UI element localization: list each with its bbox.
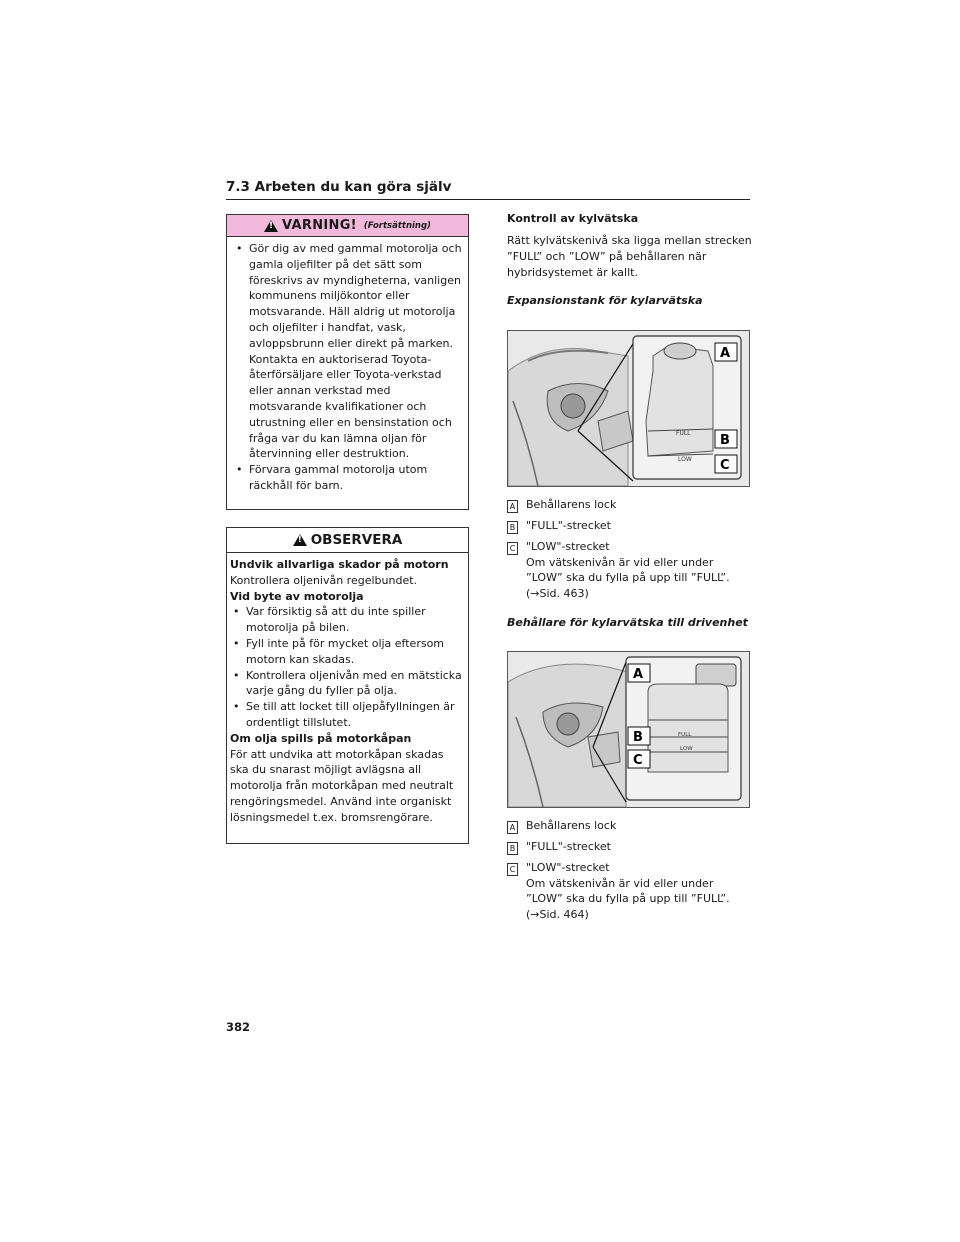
warning-box — [226, 214, 469, 510]
notice-heading: Undvik allvarliga skador på motorn — [230, 558, 449, 571]
full-mark-text: FULL — [678, 732, 692, 738]
label-key: C — [507, 542, 518, 555]
engine-bay-illustration-1 — [507, 330, 750, 487]
notice-heading: Om olja spills på motorkåpan — [230, 731, 412, 745]
full-mark-text: FULL — [676, 430, 691, 437]
notice-bullet: • Kontrollera oljenivån med en mätsticka varje gång du fyller på olja. — [230, 668, 465, 700]
label-key: B — [507, 521, 518, 534]
callout-b: B — [720, 433, 730, 448]
callout-c: C — [720, 458, 730, 473]
warning-continued: (Fortsättning) — [363, 220, 431, 231]
callout-a: A — [720, 346, 731, 361]
coolant-intro: Rätt kylvätskenivå ska ligga mellan strecken ”FULL” och ”LOW” på behållaren när hybridsystemet är kallt. — [507, 234, 752, 279]
notice-heading: Vid byte av motorolja — [230, 589, 364, 603]
warning-bullet: • Gör dig av med gammal motorolja och gamla oljefilter på det sätt som föreskrivs av myndigheterna, vanligen kommunens miljökontor eller motsvarande. Häll aldrig ut motorolja och oljefilter i handfat, vask, avloppsbrunn eller direkt på marken. Kontakta en auktoriserad Toyota-återförsäljare eller Toyota-verkstad eller annan verkstad med motsvarande kvalifikationer och utrustning eller en bensinstation och fråga var du kan lämna oljan för återvinning eller destruktion. — [233, 241, 462, 462]
notice-title: OBSERVERA — [310, 532, 403, 548]
label-item: B "FULL"-strecket — [507, 839, 611, 855]
page-number: 382 — [226, 1020, 251, 1034]
notice-bullet: • Var försiktig så att du inte spiller motorolja på bilen. — [230, 604, 465, 636]
notice-bullet: • Se till att locket till oljepåfyllningen är ordentligt tillslutet. — [230, 699, 465, 731]
label-key: A — [507, 500, 518, 513]
warning-icon — [264, 220, 278, 232]
label-item: A Behållarens lock — [507, 497, 616, 513]
section-divider — [226, 199, 750, 200]
label-key: A — [507, 821, 518, 834]
coolant-subheading-1: Expansionstank för kylarvätska — [507, 294, 703, 307]
notice-bullet: • Fyll inte på för mycket olja eftersom motorn kan skadas. — [230, 636, 465, 668]
notice-text: Kontrollera oljenivån regelbundet. — [230, 573, 418, 587]
notice-header — [227, 527, 468, 553]
label-item: A Behållarens lock — [507, 818, 616, 834]
label-item: B "FULL"-strecket — [507, 518, 611, 534]
notice-icon — [293, 534, 307, 546]
warning-bullet: • Förvara gammal motorolja utom räckhåll för barn. — [233, 462, 462, 494]
engine-bay-illustration-2 — [507, 651, 750, 808]
warning-title: VARNING! — [282, 218, 357, 233]
notice-box — [226, 527, 469, 844]
callout-b: B — [633, 730, 643, 745]
label-key: C — [507, 863, 518, 876]
section-title: 7.3 Arbeten du kan göra själv — [226, 179, 452, 195]
warning-header — [227, 215, 468, 237]
label-key: B — [507, 842, 518, 855]
label-item: C "LOW"-strecket Om vätskenivån är vid eller under ”LOW” ska du fylla på upp till ”FULL”. (→Sid. 464) — [507, 860, 752, 922]
coolant-subheading-2: Behållare för kylarvätska till drivenhet — [507, 616, 748, 629]
callout-c: C — [633, 753, 643, 768]
low-mark-text: LOW — [678, 456, 692, 463]
low-mark-text: LOW — [680, 746, 693, 752]
coolant-title: Kontroll av kylvätska — [507, 212, 639, 225]
notice-text: För att undvika att motorkåpan skadas ska du snarast möjligt avlägsna all motorolja från motorkåpan med neutralt rengöringsmedel. Använd inte organiskt lösningsmedel t.ex. bromsrengörare. — [230, 747, 454, 824]
callout-a: A — [633, 667, 644, 682]
label-item: C "LOW"-strecket Om vätskenivån är vid eller under ”LOW” ska du fylla på upp till ”FULL”. (→Sid. 463) — [507, 539, 752, 601]
